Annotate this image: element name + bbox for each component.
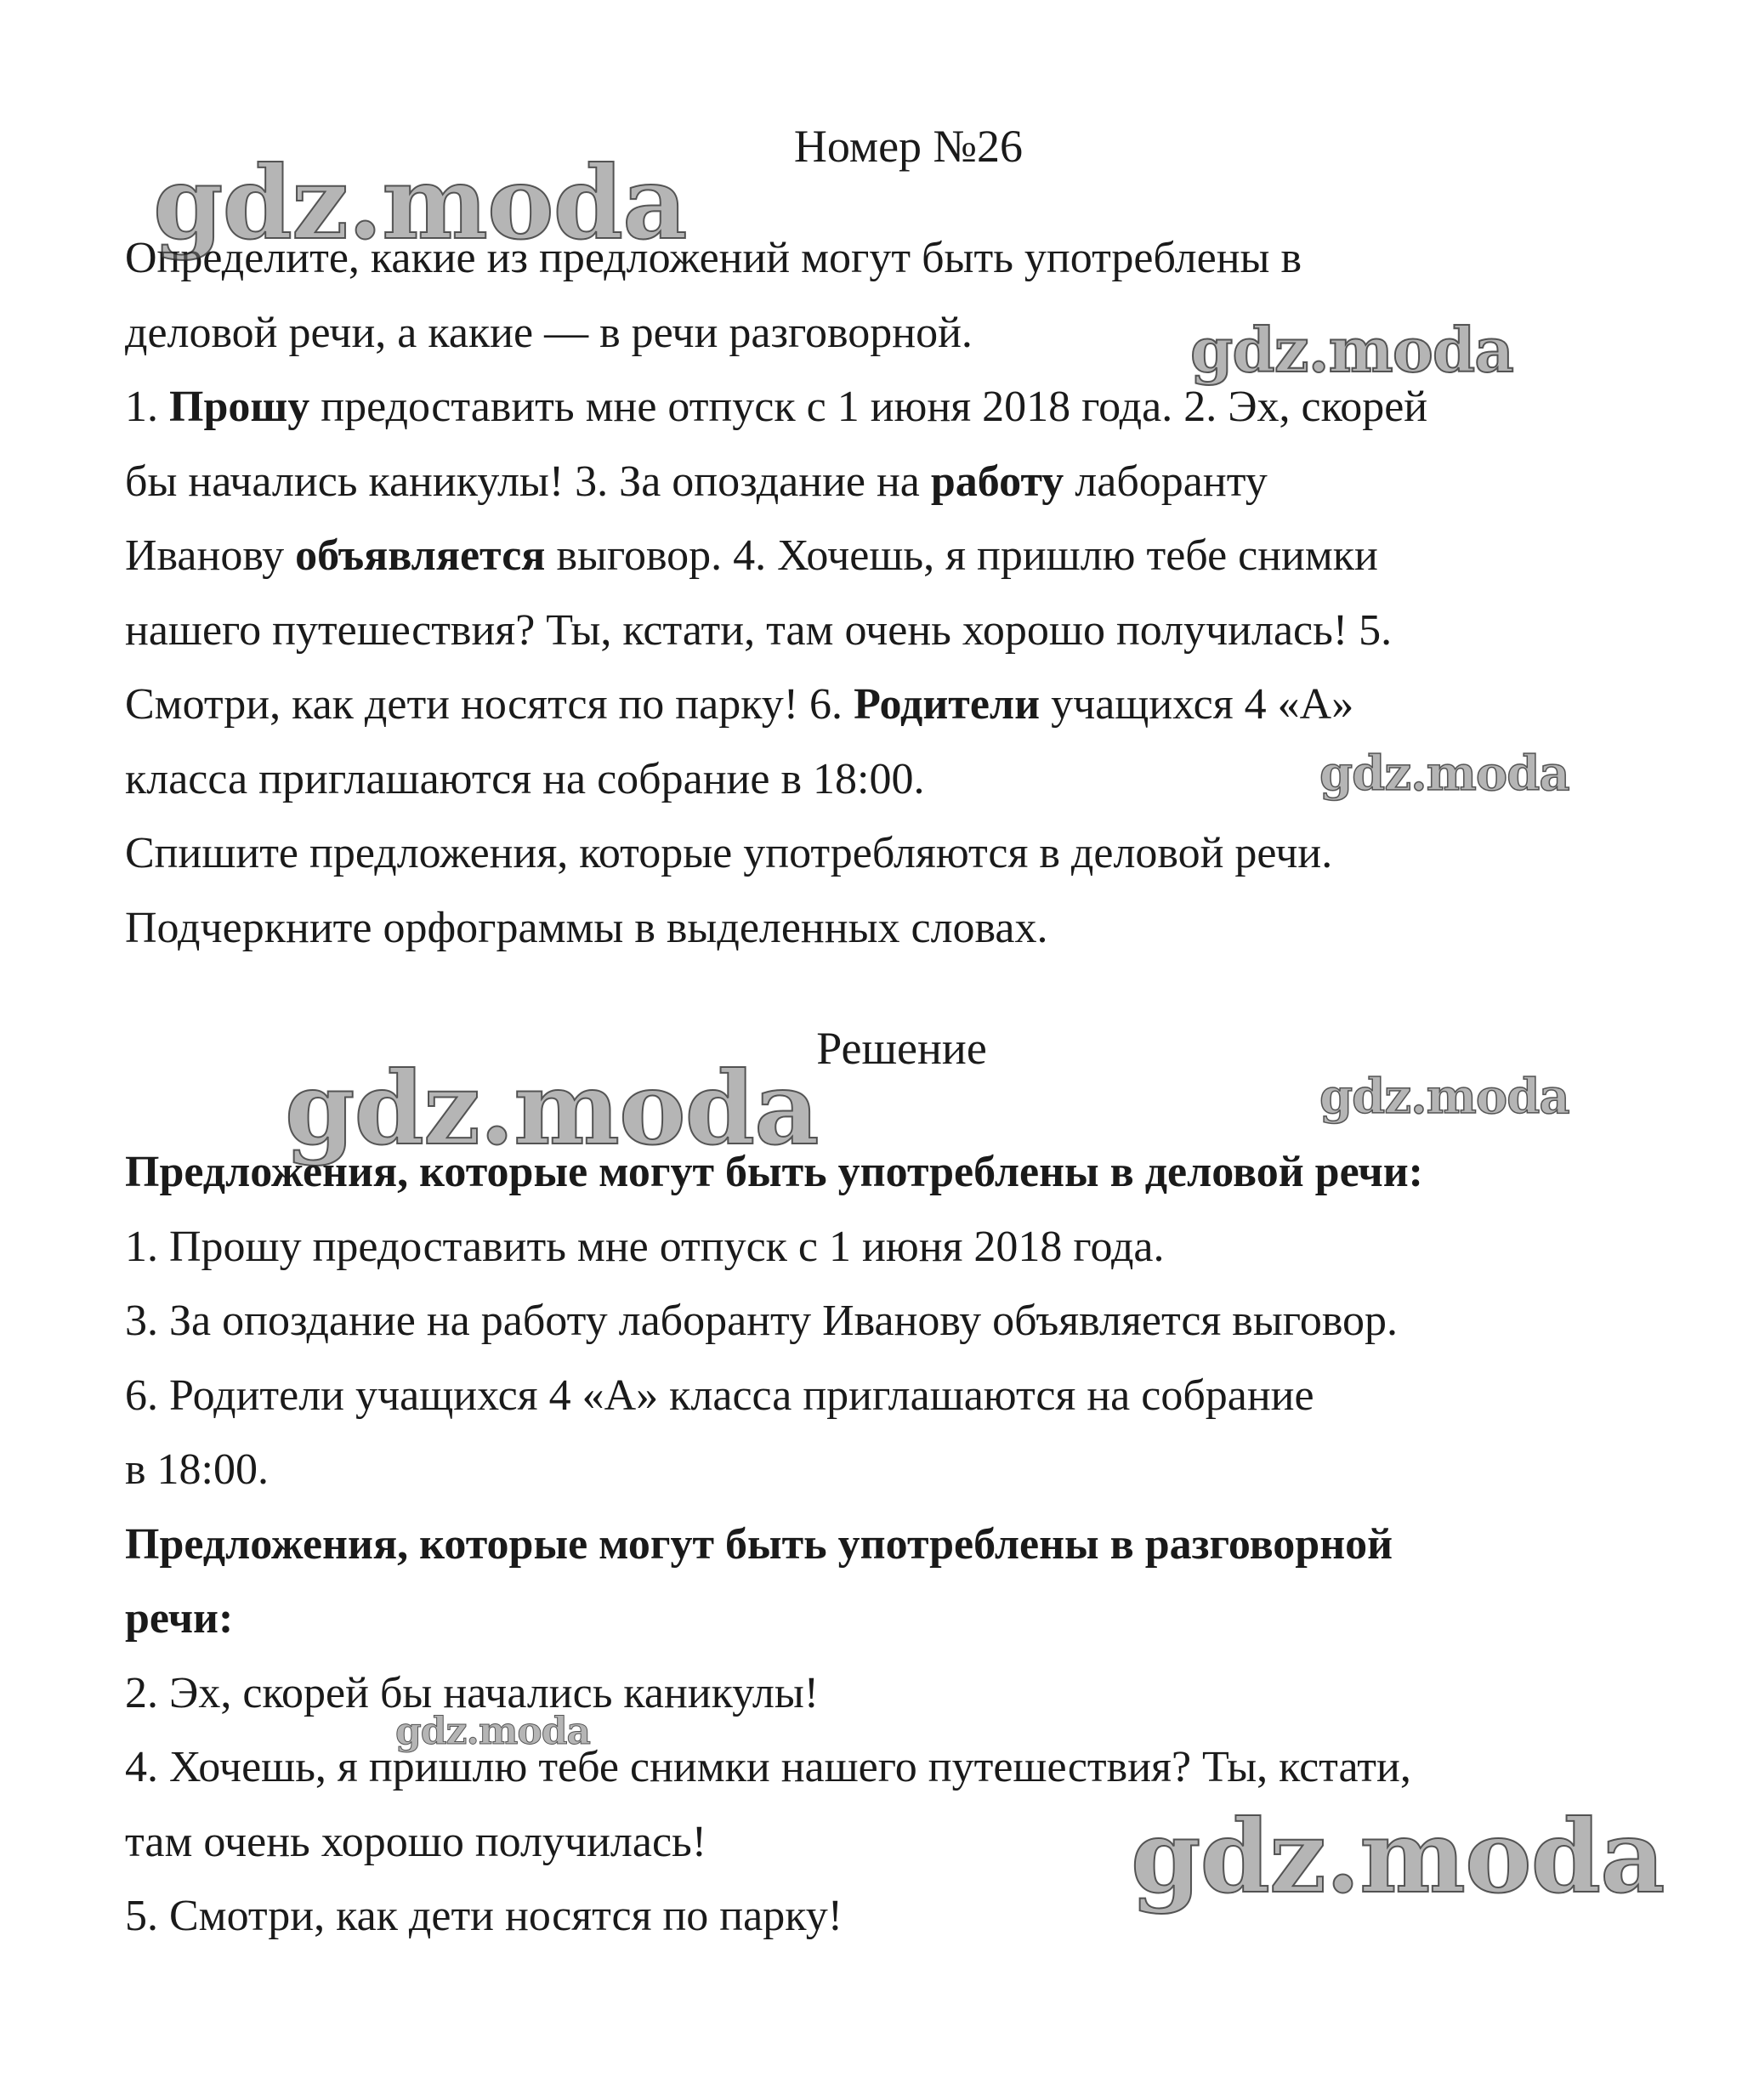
solution-line: в 18:00. [125, 1445, 269, 1494]
watermark: gdz.moda [1190, 314, 1513, 386]
solution-heading: Предложения, которые могут быть употреблены в разговорной [125, 1519, 1393, 1569]
watermark: gdz.moda [153, 144, 687, 262]
solution-heading: речи: [125, 1594, 234, 1643]
task-line: Иванову объявляется выговор. 4. Хочешь, я пришлю тебе снимки [125, 531, 1378, 580]
task-line: Смотри, как дети носятся по парку! 6. Родители учащихся 4 «А» [125, 680, 1354, 729]
bold-word: объявляется [295, 531, 546, 580]
page-title: Номер №26 [793, 121, 1024, 172]
task-line: класса приглашаются на собрание в 18:00. [125, 754, 925, 803]
bold-word: работу [930, 457, 1064, 506]
task-line: бы начались каникулы! 3. За опоздание на работу лаборанту [125, 457, 1268, 506]
solution-line: 2. Эх, скорей бы начались каникулы! [125, 1668, 820, 1717]
solution-line: 1. Прошу предоставить мне отпуск с 1 июня 2018 года. [125, 1222, 1165, 1271]
watermark: gdz.moda [1131, 1797, 1665, 1916]
bold-word: Прошу [169, 383, 310, 431]
task-line: Определите, какие из предложений могут быть употреблены в [125, 234, 1302, 282]
watermark: gdz.moda [1319, 1069, 1569, 1125]
task-line: Подчеркните орфограммы в выделенных словах. [125, 903, 1048, 952]
task-line: деловой речи, а какие — в речи разговорной. [125, 308, 973, 357]
task-line: Спишите предложения, которые употребляются в деловой речи. [125, 829, 1333, 877]
solution-line: 3. За опоздание на работу лаборанту Иванову объявляется выговор. [125, 1297, 1399, 1345]
bold-word: Родители [854, 680, 1041, 729]
watermark: gdz.moda [285, 1049, 819, 1167]
solution-line: 6. Родители учащихся 4 «А» класса приглашаются на собрание [125, 1371, 1314, 1420]
solution-line: там очень хорошо получилась! [125, 1817, 707, 1866]
solution-title: Решение [816, 1023, 987, 1074]
task-line: 1. Прошу предоставить мне отпуск с 1 июня 2018 года. 2. Эх, скорей [125, 383, 1428, 431]
solution-line: 5. Смотри, как дети носятся по парку! [125, 1892, 843, 1940]
watermark: gdz.moda [1319, 746, 1569, 802]
solution-heading: Предложения, которые могут быть употреблены в деловой речи: [125, 1148, 1423, 1196]
task-line: нашего путешествия? Ты, кстати, там очень хорошо получилась! 5. [125, 605, 1393, 655]
watermark: gdz.moda [395, 1710, 591, 1753]
solution-line: 4. Хочешь, я пришлю тебе снимки нашего путешествия? Ты, кстати, [125, 1743, 1411, 1791]
